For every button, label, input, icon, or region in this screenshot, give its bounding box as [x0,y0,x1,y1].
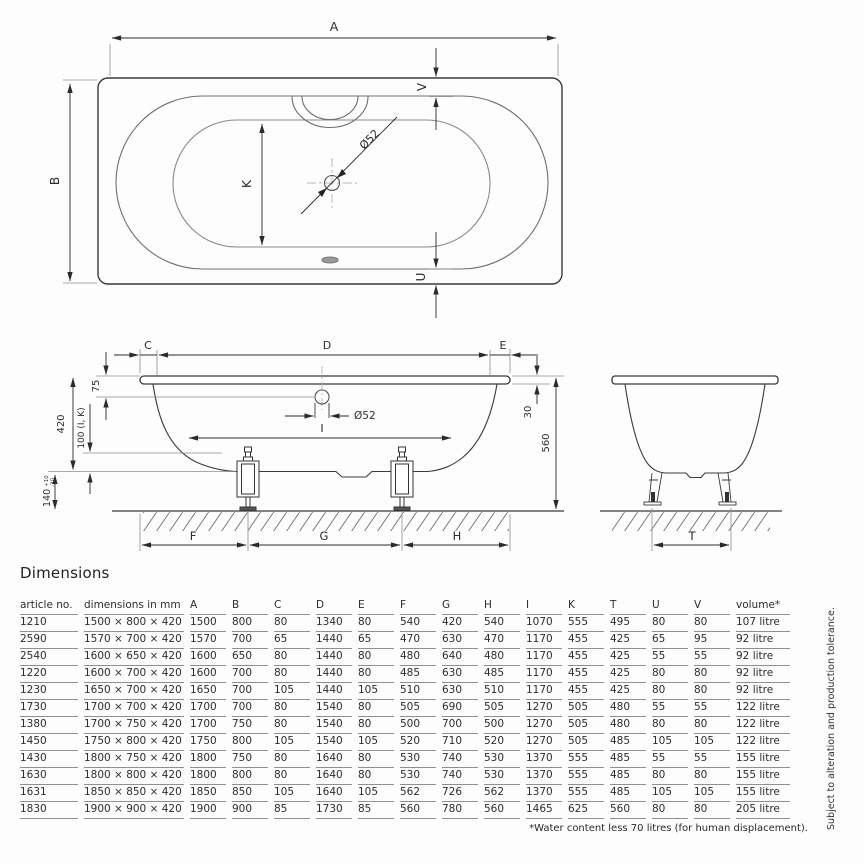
table-cell: 1800 × 750 × 420 [84,751,184,768]
table-cell: 562 [400,785,436,802]
table-cell: 80 [358,768,394,785]
table-cell: 1270 [526,717,562,734]
dim-140-tolerance-plus: +10 [44,475,50,487]
dim-cde-extension-lines [140,349,510,375]
dim-420-label: 420 [56,414,67,434]
table-cell: 1700 × 700 × 420 [84,700,184,717]
dimensions-table [14,598,796,819]
dim-g-label: G [319,529,329,543]
table-cell: 2590 [20,632,78,649]
table-cell: 105 [694,785,730,802]
column-header: T [610,598,646,615]
table-cell: 540 [484,615,520,632]
table-cell: 1210 [20,615,78,632]
table-cell: 80 [358,649,394,666]
table-cell: 505 [484,700,520,717]
table-cell: 690 [442,700,478,717]
table-cell: 455 [568,632,604,649]
table-cell: 105 [652,785,688,802]
table-cell: 555 [568,615,604,632]
dim-f-label: F [189,529,197,543]
table-row [20,683,790,700]
dim-d-label: D [322,339,332,352]
table-cell: 1440 [316,649,352,666]
table-cell: 1370 [526,751,562,768]
table-cell: 480 [610,717,646,734]
table-cell: 555 [568,751,604,768]
dim-140-tolerance-minus: -30 [50,478,57,487]
table-cell: 630 [442,666,478,683]
tub-body-profile-end [625,384,765,478]
tub-outer-rim [98,78,562,284]
table-cell: 1450 [20,734,78,751]
table-cell: 630 [442,683,478,700]
table-cell: 155 litre [736,785,790,802]
table-cell: 455 [568,683,604,700]
table-cell: 560 [484,802,520,819]
table-cell: 55 [694,700,730,717]
table-cell: 80 [694,802,730,819]
table-cell: 700 [232,666,268,683]
table-cell: 1850 × 850 × 420 [84,785,184,802]
table-cell: 1800 [190,751,226,768]
table-cell: 80 [694,683,730,700]
table-cell: 800 [232,768,268,785]
table-cell: 2540 [20,649,78,666]
table-cell: 562 [484,785,520,802]
table-row [20,700,790,717]
table-cell: 485 [484,666,520,683]
table-cell: 425 [610,666,646,683]
table-cell: 425 [610,632,646,649]
column-header: C [274,598,310,615]
table-cell: 1230 [20,683,78,700]
table-cell: 485 [400,666,436,683]
dim-b-label: B [47,176,62,186]
table-cell: 520 [400,734,436,751]
table-cell: 65 [274,632,310,649]
table-cell: 1640 [316,751,352,768]
table-cell: 710 [442,734,478,751]
table-cell: 900 [232,802,268,819]
table-cell: 1380 [20,717,78,734]
table-cell: 1170 [526,666,562,683]
table-cell: 470 [484,632,520,649]
dim-140-label: 140 [42,488,53,507]
table-cell: 1270 [526,700,562,717]
dim-a-extension-lines [110,44,558,76]
table-cell: 1370 [526,785,562,802]
table-cell: 1540 [316,734,352,751]
column-header: volume* [736,598,790,615]
table-cell: 1570 [190,632,226,649]
table-cell: 1900 × 900 × 420 [84,802,184,819]
table-cell: 480 [484,649,520,666]
table-cell: 1170 [526,632,562,649]
table-cell: 105 [358,683,394,700]
dim-140-label-group [42,475,57,507]
tub-body-profile [153,384,497,477]
table-cell: 65 [358,632,394,649]
table-cell: 1800 [190,768,226,785]
table-cell: 650 [232,649,268,666]
tub-rim-profile [140,376,510,384]
table-cell: 80 [358,751,394,768]
table-cell: 1270 [526,734,562,751]
table-cell: 80 [274,700,310,717]
table-row [20,802,790,819]
table-cell: 425 [610,683,646,700]
table-cell: 107 litre [736,615,790,632]
tub-foot [237,447,259,511]
overflow-arc-inner [302,97,358,120]
table-cell: 485 [610,785,646,802]
table-cell: 740 [442,768,478,785]
page-title: Dimensions [20,564,110,582]
table-cell: 80 [694,717,730,734]
table-cell: 1600 [190,666,226,683]
tub-foot [391,447,413,511]
column-header: A [190,598,226,615]
table-cell: 105 [274,734,310,751]
table-cell: 700 [232,700,268,717]
table-cell: 500 [400,717,436,734]
dim-t-label: T [688,529,696,543]
table-cell: 750 [232,751,268,768]
column-header: H [484,598,520,615]
table-cell: 640 [442,649,478,666]
table-row [20,632,790,649]
table-cell: 80 [694,615,730,632]
side-note: Subject to alteration and production tolerance. [826,607,837,830]
column-header: D [316,598,352,615]
table-cell: 80 [652,768,688,785]
table-row [20,649,790,666]
table-cell: 425 [610,649,646,666]
table-cell: 80 [652,717,688,734]
table-cell: 1500 × 800 × 420 [84,615,184,632]
table-cell: 92 litre [736,666,790,683]
table-cell: 740 [442,751,478,768]
table-cell: 105 [358,734,394,751]
dim-560-label: 560 [541,433,552,453]
table-cell: 92 litre [736,649,790,666]
tub-foot-end [718,473,736,505]
table-cell: 1830 [20,802,78,819]
table-cell: 155 litre [736,768,790,785]
table-cell: 1440 [316,683,352,700]
table-cell: 555 [568,768,604,785]
table-cell: 1500 [190,615,226,632]
table-row [20,734,790,751]
overflow-arc-outer [292,97,368,128]
table-cell: 1640 [316,768,352,785]
table-cell: 726 [442,785,478,802]
table-cell: 455 [568,666,604,683]
table-cell: 530 [400,768,436,785]
table-cell: 700 [442,717,478,734]
table-cell: 700 [232,632,268,649]
table-cell: 85 [358,802,394,819]
table-row [20,717,790,734]
drain-leader-line [301,117,397,214]
table-cell: 1570 × 700 × 420 [84,632,184,649]
table-cell: 80 [652,802,688,819]
table-cell: 80 [274,666,310,683]
table-cell: 122 litre [736,734,790,751]
side-view [42,339,564,551]
table-cell: 530 [400,751,436,768]
table-cell: 1600 × 700 × 420 [84,666,184,683]
dim-v-label: V [415,82,429,92]
table-cell: 92 litre [736,683,790,700]
table-cell: 625 [568,802,604,819]
table-cell: 80 [358,717,394,734]
dim-b-extension-lines [63,80,97,283]
table-cell: 1650 × 700 × 420 [84,683,184,700]
table-cell: 55 [694,649,730,666]
table-cell: 1700 × 750 × 420 [84,717,184,734]
column-header: U [652,598,688,615]
column-header: V [694,598,730,615]
table-cell: 850 [232,785,268,802]
table-cell: 1540 [316,717,352,734]
table-cell: 55 [652,649,688,666]
column-header: G [442,598,478,615]
dimensions-table-wrap [14,598,796,819]
tub-foot-end [644,473,662,505]
tub-rim-profile-end [612,376,778,384]
table-cell: 560 [400,802,436,819]
table-cell: 55 [652,751,688,768]
table-cell: 1540 [316,700,352,717]
table-cell: 95 [694,632,730,649]
table-cell: 540 [400,615,436,632]
column-header: E [358,598,394,615]
table-cell: 80 [274,768,310,785]
table-cell: 1730 [20,700,78,717]
table-cell: 80 [274,751,310,768]
table-cell: 500 [484,717,520,734]
column-header: B [232,598,268,615]
table-cell: 1750 × 800 × 420 [84,734,184,751]
table-cell: 80 [652,683,688,700]
footnote: *Water content less 70 litres (for human displacement). [529,823,808,834]
table-cell: 480 [400,649,436,666]
table-cell: 122 litre [736,717,790,734]
dim-h-label: H [452,529,462,543]
table-cell: 780 [442,802,478,819]
table-cell: 480 [610,700,646,717]
table-cell: 105 [694,734,730,751]
drain-diameter-label-side: Ø52 [354,410,376,422]
table-cell: 80 [274,717,310,734]
table-cell: 505 [400,700,436,717]
table-cell: 530 [484,751,520,768]
column-header: I [526,598,562,615]
table-cell: 505 [568,717,604,734]
table-cell: 630 [442,632,478,649]
dim-i-label: I [320,422,324,435]
table-cell: 85 [274,802,310,819]
table-row [20,666,790,683]
column-header: article no. [20,598,78,615]
table-cell: 1600 × 650 × 420 [84,649,184,666]
table-cell: 495 [610,615,646,632]
table-cell: 1700 [190,700,226,717]
table-cell: 1640 [316,785,352,802]
dim-e-label: E [499,339,507,352]
dim-30-label: 30 [523,405,534,419]
table-cell: 80 [274,615,310,632]
table-cell: 505 [568,700,604,717]
table-cell: 470 [400,632,436,649]
table-cell: 420 [442,615,478,632]
table-cell: 1440 [316,666,352,683]
table-cell: 1650 [190,683,226,700]
dim-100-label: 100 (I, K) [77,407,87,449]
table-cell: 800 [232,615,268,632]
table-header-row [20,598,790,615]
table-cell: 55 [694,751,730,768]
dim-u-label: U [414,272,428,282]
table-row [20,768,790,785]
table-cell: 485 [610,734,646,751]
column-header: dimensions in mm [84,598,184,615]
table-cell: 750 [232,717,268,734]
table-cell: 1631 [20,785,78,802]
table-cell: 1630 [20,768,78,785]
table-cell: 510 [400,683,436,700]
table-cell: 1730 [316,802,352,819]
table-cell: 55 [652,700,688,717]
table-cell: 80 [274,649,310,666]
dim-k-label: K [239,179,254,189]
end-view [600,376,782,551]
table-cell: 505 [568,734,604,751]
table-cell: 800 [232,734,268,751]
table-cell: 560 [610,802,646,819]
table-cell: 1430 [20,751,78,768]
dim-a-label: A [329,19,339,34]
column-header: K [568,598,604,615]
table-cell: 80 [652,615,688,632]
table-cell: 1370 [526,768,562,785]
table-cell: 1220 [20,666,78,683]
table-cell: 485 [610,768,646,785]
table-cell: 105 [358,785,394,802]
table-cell: 1800 × 800 × 420 [84,768,184,785]
dim-75-label: 75 [91,379,102,393]
table-cell: 205 litre [736,802,790,819]
column-header: F [400,598,436,615]
table-cell: 1750 [190,734,226,751]
table-cell: 105 [274,683,310,700]
drain-diameter-label: Ø52 [356,126,383,153]
table-cell: 1440 [316,632,352,649]
table-cell: 1340 [316,615,352,632]
table-row [20,785,790,802]
table-cell: 485 [610,751,646,768]
table-cell: 92 litre [736,632,790,649]
table-row [20,615,790,632]
table-cell: 80 [694,666,730,683]
table-cell: 555 [568,785,604,802]
table-cell: 80 [652,666,688,683]
table-cell: 1900 [190,802,226,819]
table-cell: 700 [232,683,268,700]
table-cell: 530 [484,768,520,785]
table-cell: 1070 [526,615,562,632]
table-cell: 1465 [526,802,562,819]
table-cell: 80 [358,700,394,717]
table-cell: 80 [358,666,394,683]
table-cell: 80 [694,768,730,785]
table-cell: 155 litre [736,751,790,768]
table-row [20,751,790,768]
table-cell: 1600 [190,649,226,666]
dim-c-label: C [144,339,152,352]
table-cell: 1170 [526,649,562,666]
table-cell: 1170 [526,683,562,700]
table-cell: 65 [652,632,688,649]
table-cell: 105 [274,785,310,802]
table-cell: 455 [568,649,604,666]
table-cell: 1850 [190,785,226,802]
top-view [47,19,562,318]
table-cell: 122 litre [736,700,790,717]
table-cell: 105 [652,734,688,751]
table-cell: 510 [484,683,520,700]
table-cell: 520 [484,734,520,751]
table-cell: 1700 [190,717,226,734]
table-cell: 80 [358,615,394,632]
brand-stamp [322,257,338,263]
